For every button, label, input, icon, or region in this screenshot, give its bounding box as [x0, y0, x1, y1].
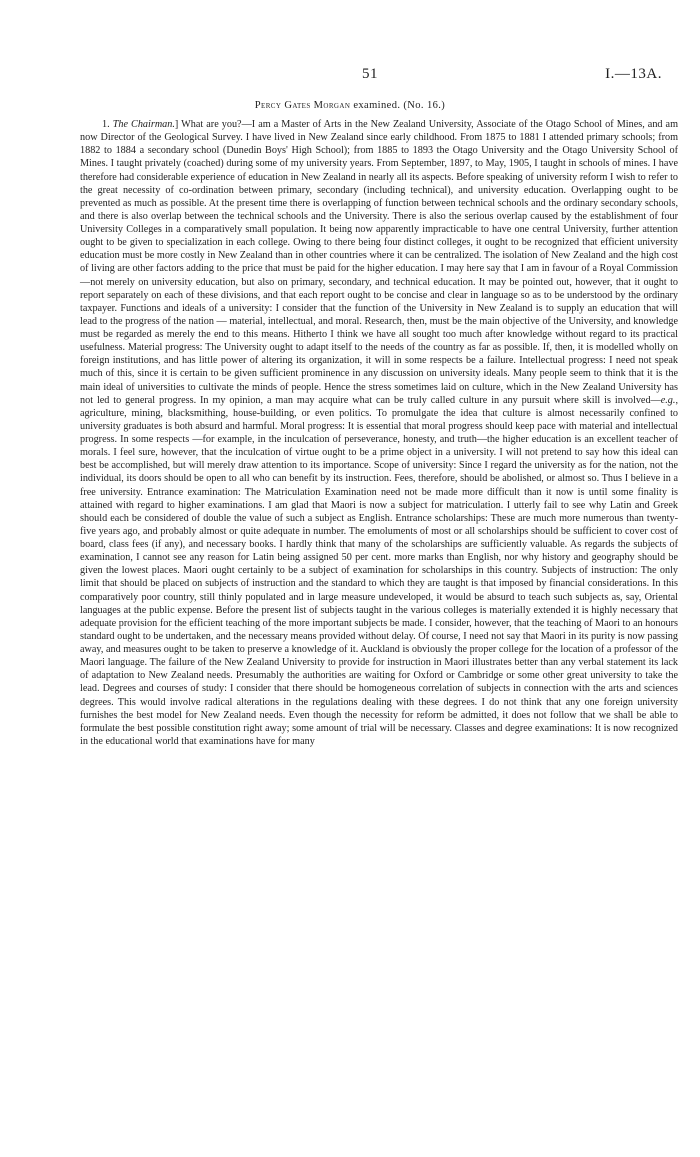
question-number: 1.	[102, 119, 113, 130]
witness-heading	[0, 100, 700, 111]
witness-name: Percy Gates Morgan	[254, 100, 351, 111]
page-number: 51	[362, 66, 378, 82]
testimony-paragraph	[80, 118, 678, 748]
page-header	[78, 66, 662, 86]
testimony-body	[80, 118, 678, 748]
page-reference: I.—13A.	[605, 66, 662, 82]
testimony-text-part-2: , agriculture, mining, blacksmithing, house-building, or even politics. To promulgate the idea that culture is almost necessarily confined to university graduates is both absurd and harmful. Moral progress: It is essential that moral progress should keep pace with material and intellectual progress. In some respects —for example, in the inculcation of perseverance, honesty, and truth—the higher education is an excellent teacher of morals. I feel sure, however, that the inculcation of virtue ought to be a prime object in a university. I will not pretend to say how this ideal can best be accomplished, but will merely draw attention to its importance. Scope of university: Since I regard the university as for the nation, not the individual, its doors should be open to all who can benefit by its instruction. Fees, therefore, should be abolished, or almost so. Thus I believe in a free university. Entrance examination: The Matriculation Examination need not be made more difficult than it now is until some finality is attained with regard to higher examinations. I am glad that Maori is now a subject for matriculation. I utterly fail to see why Latin and Greek should each be considered of double the value of such a subject as English. Entrance scholarships: These are much more numerous than twenty-five years ago, and probably almost or quite adequate in number. The emoluments of most or all scholarships should be sufficient to cover cost of board, class fees (if any), and necessary books. I hardly think that many of the scholarships are sufficiently valuable. As regards the subjects of examination, I cannot see any reason for Latin being assigned 50 per cent. more marks than English, nor why history and geography should be given the lowest places. Maori ought certainly to be a subject of examination for scholarships in this country. Subjects of instruction: The only limit that should be placed on subjects of instruction and the standard to which they are taught is that imposed by financial considerations. In this comparatively poor country, still thinly populated and in large measure undeveloped, it would be absurd to teach such subjects as, say, Oriental languages at the public expense. Before the present list of subjects taught in the various colleges is materially extended it is highly necessary that adequate provision for the efficient teaching of the more important subjects be made. I consider, however, that the teaching of Maori to an honours standard ought to be undertaken, and the necessary means provided without delay. Of course, I need not say that Maori in its purity is now passing away, and measures ought to be taken to preserve a knowledge of it. Auckland is obviously the proper college for the location of a professor of the Maori language. The failure of the New Zealand University to provide for instruction in Maori illustrates better than any verbal statement its lack of adaptation to New Zealand needs. Presumably the authorities are waiting for Oxford or Cambridge or some other great university to take the lead. Degrees and courses of study: I consider that there should be homogeneous correlation of subjects in connection with the arts and sciences degrees. This would involve radical alterations in the regulations dealing with these degrees. I do not think that any one foreign university furnishes the best model for New Zealand needs. Even though the necessity for reform be admitted, it does not follow that we shall be able to formulate the best possible constitution right away; some amount of trial will be necessary. Classes and degree examinations: It is now recognized in the educational world that examinations have for many	[80, 394, 678, 747]
testimony-text-part-1: ] What are you?—I am a Master of Arts in the New Zealand University, Associate of the Otago School of Mines, and am now Director of the Geological Survey. I have lived in New Zealand since early childhood. From 1875 to 1881 I attended primary schools; from 1882 to 1884 a secondary school (Dunedin Boys' High School); from 1885 to 1893 the Otago University and the Otago University School of Mines. I taught privately (coached) during some of my university years. From September, 1897, to May, 1905, I taught in schools of mines. I have therefore had considerable experience of education in New Zealand in nearly all its aspects. Before speaking of university reform I wish to refer to the great necessity of co-ordination between primary, secondary (including technical), and university education. Overlapping ought to be prevented as much as possible. At the present time there is overlapping of function between technical schools and the ordinary secondary schools, and there is also overlap between the technical schools and the University. There is also the serious overlap caused by the establishment of four University Colleges in a comparatively small population. It being now apparently impracticable to have one central University, further attention ought to be given to specialization in each college. Owing to there being four distinct colleges, it ought to be recognized that efficient university education must be more costly in New Zealand than in other countries where it can be centralized. The isolation of New Zealand and the high cost of living are other factors adding to the price that must be paid for the higher education. I may here say that I am in favour of a Royal Commission—not merely on university education, but also on primary, secondary, and technical education. It may be pointed out, however, that it ought to report separately on each of these divisions, and that each report ought to be concise and clear in language so as to be understood by the ordinary taxpayer. Functions and ideals of a university: I consider that the function of the University in New Zealand is to supply an education that will lead to the progress of the nation — material, intellectual, and moral. Research, then, must be the main objective of the University, and knowledge must be regarded as merely the end to this means. Hitherto I think we have all sought too much after knowledge without regard to its practical usefulness. Material progress: The University ought to adapt itself to the needs of the country as far as possible. If, then, it is modelled wholly on foreign institutions, and has little power of altering its organization, it will in some respects be a failure. Intellectual progress: I need not speak much of this, since it is certain to be given sufficient prominence in any discussion on university ideals. Many people seem to think that it is the main ideal of universities to cultivate the minds of people. Hence the stress sometimes laid on culture, which in the New Zealand University has not led to general progress. In my opinion, a man may acquire what can be truly called culture in any pursuit where skill is involved—	[80, 119, 678, 406]
eg-abbreviation: e.g.	[660, 394, 676, 406]
speaker-name: The Chairman.	[112, 119, 175, 130]
witness-heading-suffix: examined. (No. 16.)	[350, 100, 446, 111]
